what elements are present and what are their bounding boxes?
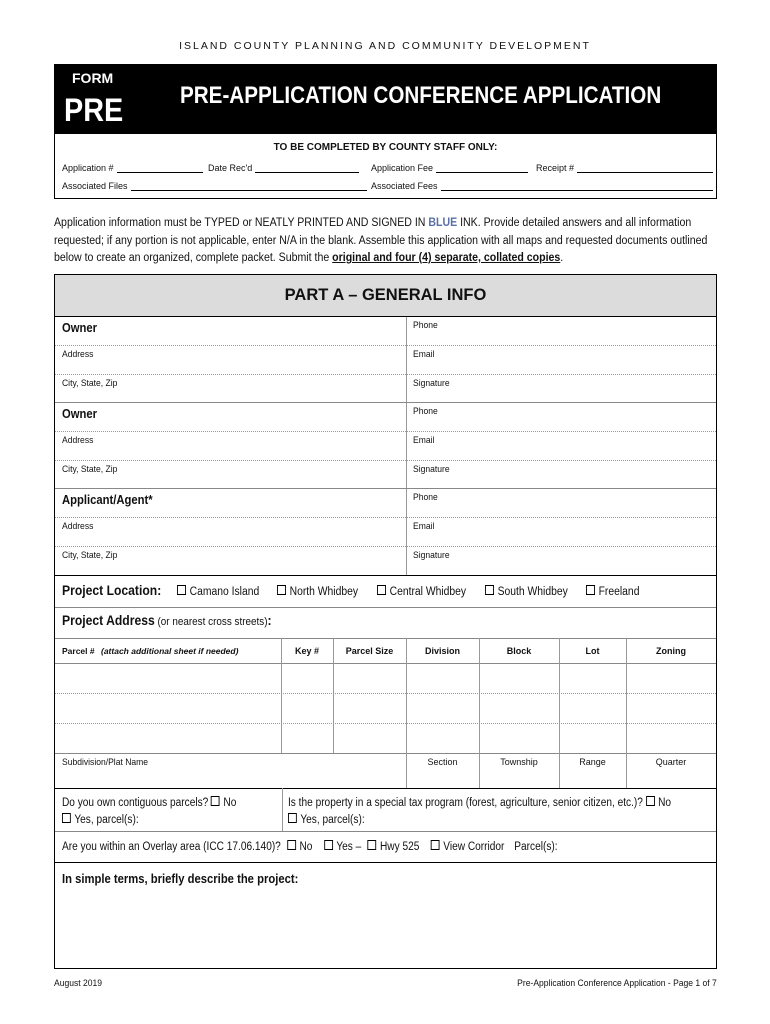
special-tax-yes-checkbox[interactable]: Yes, parcel(s): xyxy=(288,813,365,826)
form-code: PRE xyxy=(64,92,124,128)
agency-name: ISLAND COUNTY PLANNING AND COMMUNITY DEVELOPMENT xyxy=(179,40,591,52)
checkbox-icon xyxy=(485,585,494,595)
checkbox-icon xyxy=(288,813,297,823)
project-description-label: In simple terms, briefly describe the project: xyxy=(62,872,299,886)
location-central-whidbey-checkbox[interactable]: Central Whidbey xyxy=(377,585,466,598)
contiguous-no-checkbox[interactable]: No xyxy=(211,797,236,809)
form-label: FORM xyxy=(72,70,114,86)
associated-fees-field[interactable]: Associated Fees xyxy=(371,181,713,191)
owner-1-address-field[interactable]: Address xyxy=(62,349,94,360)
owner-1-email-field[interactable]: Email xyxy=(413,349,435,360)
section-field[interactable]: Section xyxy=(427,757,458,767)
key-number-header: Key # xyxy=(294,646,320,656)
date-received-field[interactable]: Date Rec'd xyxy=(208,163,359,173)
owner-2-address-field[interactable]: Address xyxy=(62,435,94,446)
application-number-field[interactable]: Application # xyxy=(62,163,203,173)
copies-requirement: original and four (4) separate, collated copies xyxy=(332,252,561,264)
owner-2-email-field[interactable]: Email xyxy=(413,435,435,446)
block-header: Block xyxy=(506,646,532,656)
staff-heading: TO BE COMPLETED BY COUNTY STAFF ONLY: xyxy=(273,142,498,153)
special-tax-no-checkbox[interactable]: No xyxy=(646,797,671,809)
township-field[interactable]: Township xyxy=(500,757,538,767)
checkbox-icon xyxy=(368,840,377,850)
staff-only-box xyxy=(54,134,717,199)
overlay-yes-checkbox[interactable]: Yes – xyxy=(324,841,361,853)
form-title: PRE-APPLICATION CONFERENCE APPLICATION xyxy=(180,82,662,109)
location-north-whidbey-checkbox[interactable]: North Whidbey xyxy=(277,585,358,598)
receipt-number-field[interactable]: Receipt # xyxy=(536,163,713,173)
contiguous-yes-checkbox[interactable]: Yes, parcel(s): xyxy=(62,813,139,826)
project-address-field[interactable]: Project Address (or nearest cross streets): xyxy=(62,613,272,628)
overlay-parcels-field[interactable]: Parcel(s): xyxy=(514,841,558,853)
location-freeland-checkbox[interactable]: Freeland xyxy=(586,585,639,598)
checkbox-icon xyxy=(177,585,186,595)
overlay-view-corridor-checkbox[interactable]: View Corridor xyxy=(431,841,504,853)
parcel-row-3-input[interactable] xyxy=(62,727,274,749)
blue-ink-emphasis: BLUE xyxy=(428,217,458,229)
owner-2-signature-field[interactable]: Signature xyxy=(413,464,450,475)
footer-date: August 2019 xyxy=(54,978,103,989)
parcel-row-1-input[interactable] xyxy=(62,667,274,689)
applicant-address-field[interactable]: Address xyxy=(62,521,94,532)
location-south-whidbey-checkbox[interactable]: South Whidbey xyxy=(485,585,568,598)
form-header xyxy=(54,64,717,134)
checkbox-icon xyxy=(287,840,296,850)
application-fee-field[interactable]: Application Fee xyxy=(371,163,528,173)
checkbox-icon xyxy=(62,813,71,823)
part-a-title: PART A – GENERAL INFO xyxy=(55,275,716,317)
owner-2-name-field[interactable]: Owner xyxy=(62,407,98,421)
footer-page-number: Pre-Application Conference Application - Page 1 of 7 xyxy=(517,978,717,989)
owner-1-city-field[interactable]: City, State, Zip xyxy=(62,378,118,389)
range-field[interactable]: Range xyxy=(579,757,606,767)
instructions: Application information must be TYPED or NEATLY PRINTED AND SIGNED IN BLUE INK. Provide detailed answers and all information requested; if any portion is not applicable, enter N/A in the blank. Assemble this application with all maps and requested documents outlined below to create an organized, complete packet. Submit the original and four (4) separate, collated copies. xyxy=(54,217,708,264)
applicant-email-field[interactable]: Email xyxy=(413,521,435,532)
checkbox-icon xyxy=(646,796,655,806)
checkbox-icon xyxy=(586,585,595,595)
location-camano-island-checkbox[interactable]: Camano Island xyxy=(177,585,259,598)
division-header: Division xyxy=(424,646,460,656)
contiguous-parcels-question: Do you own contiguous parcels? No xyxy=(62,797,237,809)
parcel-size-header: Parcel Size xyxy=(345,646,394,656)
overlay-no-checkbox[interactable]: No xyxy=(287,841,312,853)
part-a-section xyxy=(54,274,717,969)
quarter-field[interactable]: Quarter xyxy=(655,757,687,767)
overlay-hwy-525-checkbox[interactable]: Hwy 525 xyxy=(368,841,420,853)
parcel-number-header: Parcel # (attach additional sheet if needed) xyxy=(62,646,239,656)
checkbox-icon xyxy=(377,585,386,595)
checkbox-icon xyxy=(211,796,220,806)
associated-files-field[interactable]: Associated Files xyxy=(62,181,367,191)
applicant-phone-field[interactable]: Phone xyxy=(413,492,438,503)
checkbox-icon xyxy=(277,585,286,595)
subdivision-plat-name-field[interactable]: Subdivision/Plat Name xyxy=(62,757,149,768)
zoning-header: Zoning xyxy=(656,646,686,656)
applicant-signature-field[interactable]: Signature xyxy=(413,550,450,561)
parcel-row-2-input[interactable] xyxy=(62,697,274,719)
lot-header: Lot xyxy=(585,646,600,656)
owner-1-phone-field[interactable]: Phone xyxy=(413,320,438,331)
owner-2-phone-field[interactable]: Phone xyxy=(413,406,438,417)
overlay-area-question: Are you within an Overlay area (ICC 17.06.140)? No Yes – Hwy 525 View Corridor Parcel(s): xyxy=(62,841,558,853)
owner-1-signature-field[interactable]: Signature xyxy=(413,378,450,389)
checkbox-icon xyxy=(324,840,333,850)
project-description-input[interactable] xyxy=(62,893,707,963)
owner-1-name-field[interactable]: Owner xyxy=(62,321,98,335)
owner-2-city-field[interactable]: City, State, Zip xyxy=(62,464,118,475)
checkbox-icon xyxy=(431,840,440,850)
applicant-city-field[interactable]: City, State, Zip xyxy=(62,550,118,561)
project-location-label: Project Location: xyxy=(62,583,162,598)
applicant-agent-name-field[interactable]: Applicant/Agent* xyxy=(62,493,153,507)
special-tax-question: Is the property in a special tax program (forest, agriculture, senior citizen, etc.)? No xyxy=(288,797,672,809)
